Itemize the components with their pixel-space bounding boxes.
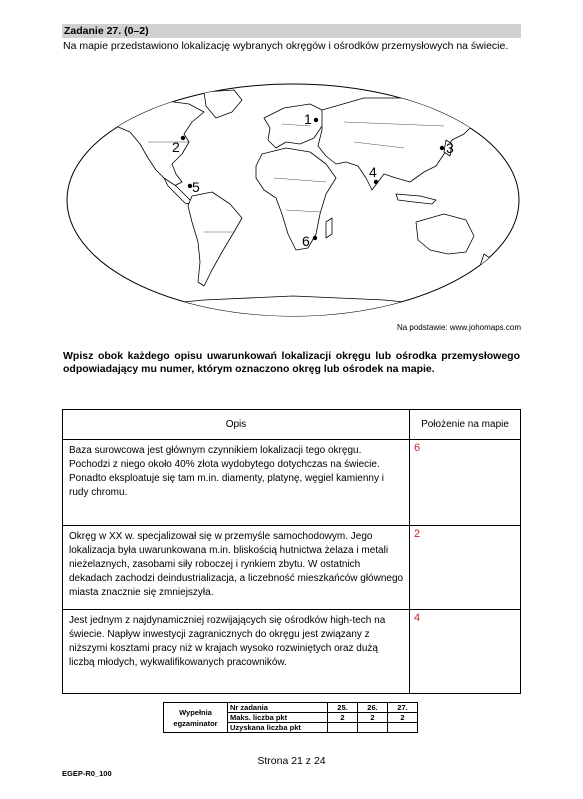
score-row — [164, 703, 418, 713]
table-row — [63, 526, 521, 610]
answer-cell[interactable]: 2 — [410, 526, 521, 610]
map-marker-dot — [181, 136, 185, 140]
exam-code: EGEP-R0_100 — [62, 769, 112, 778]
score-row-label: Maks. liczba pkt — [228, 713, 328, 723]
table-row — [63, 610, 521, 694]
task-header: Zadanie 27. (0–2) — [62, 24, 521, 38]
score-row-label: Uzyskana liczba pkt — [228, 723, 328, 733]
map-source: Na podstawie: www.johomaps.com — [396, 323, 521, 332]
answer-cell[interactable]: 4 — [410, 610, 521, 694]
score-input[interactable] — [328, 723, 358, 733]
answer-table — [62, 409, 521, 694]
map-marker-dot — [374, 180, 378, 184]
description-cell: Jest jednym z najdynamiczniej rozwijających się ośrodków high-tech na świecie. Napływ inwestycji zagranicznych do okręgu jest związany z niższymi kosztami pracy niż w krajach wysoko rozwiniętych oraz dużą liczbą młodych, wykwalifikowanych pracowników. — [63, 610, 410, 694]
map-marker-dot — [314, 118, 318, 122]
column-header-location: Położenie na mapie — [410, 410, 521, 440]
map-marker-label: 6 — [302, 233, 310, 249]
map-marker-label: 3 — [446, 140, 454, 156]
score-value: 2 — [328, 713, 358, 723]
map-marker-label: 5 — [192, 179, 200, 195]
score-table — [163, 702, 418, 733]
table-header-row — [63, 410, 521, 440]
score-value: 2 — [358, 713, 388, 723]
score-value: 2 — [388, 713, 418, 723]
score-value: 26. — [358, 703, 388, 713]
map-marker-label: 4 — [369, 164, 377, 180]
score-input[interactable] — [388, 723, 418, 733]
description-cell: Okręg w XX w. specjalizował się w przemyśle samochodowym. Jego lokalizacja była uwarunkowana m.in. bliskością hutnictwa żelaza i metali nieżelaznych, zasobami siły roboczej i rynkiem zbytu. W ostatnich dekadach zachodzi deindustrializacja, a liczebność mieszkańców głównego miasta znacznie się zmniejszyła. — [63, 526, 410, 610]
score-row-label: Nr zadania — [228, 703, 328, 713]
map-marker-label: 1 — [304, 111, 312, 127]
examiner-label: Wypełnia egzaminator — [164, 703, 228, 733]
score-value: 25. — [328, 703, 358, 713]
map-marker-dot — [313, 236, 317, 240]
column-header-description: Opis — [63, 410, 410, 440]
page-number: Strona 21 z 24 — [257, 755, 326, 767]
map-marker-dot — [440, 146, 444, 150]
table-row — [63, 440, 521, 526]
world-map — [64, 82, 522, 318]
madagascar-shape — [326, 218, 332, 238]
score-value: 27. — [388, 703, 418, 713]
score-input[interactable] — [358, 723, 388, 733]
description-cell: Baza surowcowa jest głównym czynnikiem lokalizacji tego okręgu. Pochodzi z niego około 40% złota wydobytego dotychczas na świecie. Ponadto eksploatuje się tam m.in. diamenty, platynę, węgiel kamienny i rudy chromu. — [63, 440, 410, 526]
task-intro: Na mapie przedstawiono lokalizację wybranych okręgów i ośrodków przemysłowych na świecie. — [63, 40, 509, 52]
map-marker-label: 2 — [172, 139, 180, 155]
task-instruction: Wpisz obok każdego opisu uwarunkowań lokalizacji okręgu lub ośrodka przemysłowego odpowiadający mu numer, którym oznaczono okręg lub ośrodek na mapie. — [63, 350, 520, 375]
answer-cell[interactable]: 6 — [410, 440, 521, 526]
